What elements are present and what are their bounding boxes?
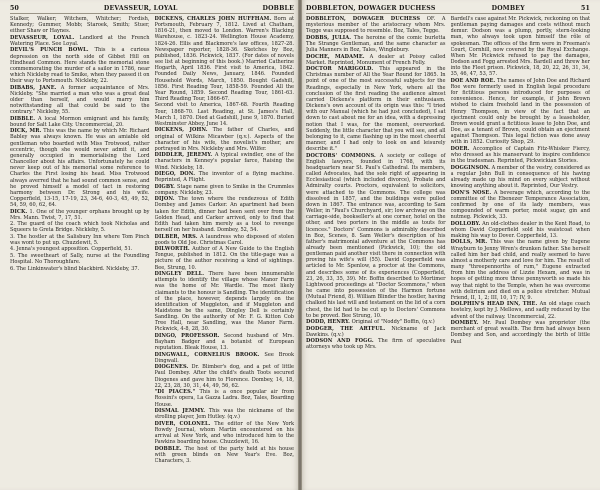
entry-headword: DIBABS, JANE. (10, 84, 57, 91)
entry-headword: DIEGO, DON. (154, 171, 196, 178)
entry-text: The firm of speculative attorneys who took up Mrs. (306, 338, 446, 351)
entry-headword: DICKENS, JOHN. (154, 127, 208, 134)
entry-headword: DISMAL JEMMY. (154, 408, 206, 414)
entry-headword: DOBBS, JULIA. (306, 34, 352, 41)
entry-text: Original of "Noddy" Boffin, (q.v.) (351, 319, 435, 326)
entry-headword: DINGLEY DELL. (154, 271, 205, 278)
entry (10, 85, 150, 116)
entry (155, 171, 295, 183)
entry (155, 196, 295, 233)
entry-text: This was the name given by Eugene Wrayburn to Jenny Wren's drunken father. She herself called him her bad child, and really seemed to have almost a motherly care and love for him. The result of many "threepennorths of rum," Eugene extracted from him the address of Lizzie Hexam, and was in hopes of getting more three pennyworth so made his way that night to the Temple, when he was overcome with delirium and died on a police stretcher. Mutual Friend, II, 1, 2; III, 10, 17; IV, 9. (450, 239, 590, 301)
entry (306, 326, 446, 338)
entry (155, 421, 295, 446)
entry-headword: DINGWALL, CORNELIUS BROOK. (154, 351, 260, 358)
column (10, 16, 150, 488)
entry-text: The heroine of the comic burletta The Strange Gentleman, and the same character as Julia Manners in Boz, Tales, Winglebury. (306, 34, 446, 54)
entry-text: This appeared in the Christmas number of All the Year Round for 1865. In point of one of the most successful subjects for the Readings, especially in New York, where all the conclusion of the first reading the audience almost carried Dickens's platform in their enthusiasm. Dickens's own account of its origin was this: "I tried with our Manual (which he had just concluded), I sat down to cast about me for an idea, with a depressing notion that I was, for the moment, overworked. Suddenly, the little character that you will see, and all belonging to it, came flashing up in the most cheerful manner, and I had only to look on and leisurely describe it." (306, 66, 446, 153)
entry-text: The inventor of a flying machine. Reprinted, A Flight. (154, 171, 294, 184)
header-left-term: DOBBLETON, DOWAGER DUCHESS (306, 5, 436, 12)
entry-text: Stage name given to Smike in the Crummles company. Nickleby, 23. (154, 183, 294, 196)
entry (306, 66, 446, 152)
entry (451, 165, 591, 190)
entry (306, 35, 446, 53)
entry-headword: DEVIL'S PUNCH BOWL. (10, 47, 89, 54)
entry-text: Second visit to America, 1867-68. Fourth Reading Tour, 1868-70. Last Reading, at St. James's Hall, March 1, 1870. Died at Gadshill, June 9, 1870. Buried Westminster Abbey, June 14. (154, 102, 294, 127)
entry (155, 16, 295, 102)
entry-text: A society or college of English lawyers, founded in 1768, with its headquarters near St. Paul's Cathedral. Its members, called Advocates, had the sole right of appearing in Ecclesiastical (which included divorce), Probate and Admiralty courts. Proctors, equivalent to solicitors, were attached to the Commons. The college was dissolved in 1857, and the buildings were pulled down in 1867. The entrance was, according to Sam Weller, in "Paul's Churchyard, sir; low archway on the carriage-side, bookseller's at one corner, hotel on the other, and two porters in the middle as touts for licences." Doctors' Commons is admirably described in Boz, Scenes, 8. Sam Weller's description of his father's matrimonial adventure at the Commons has already been mentioned (Pickwick, 10); the old gentleman paid another visit there in connection with proving his wife's will (55). David Copperfield was articled to Mr. Spenlow, a proctor at the Commons, and describes some of its experiences (Copperfield, 23, 26, 33, 35, 39). Mr. Boffin described to Mortimer Lightwood proceedings at "Doctor Scommons," when he came into possession of the Harmon fortune (Mutual Friend, 8). William Blinder the hostler, having chalked his last will and testament on the lid of a corn chest, the lid had to be cut up to Doctors' Commons to be proved. Bee Strung, 10. (306, 152, 446, 319)
entry-text: Nickname of Jack Dawkins. (q.v.) (306, 325, 446, 338)
entry-text: The editor of the New York Rowdy Journal, whom Martin encountered on his arrival at New York, and who introduced him to the Pawkins boarding house. Chuzzlewit, 16. (154, 420, 294, 446)
entry-headword: DOLLOBY. (450, 220, 481, 227)
entry-text: Author of A New Guide to the English Tongue, published in 1812. On the title-page was a picture of the author receiving a kind of sightings. Bee, Strung, 10. (154, 246, 294, 271)
entry (306, 54, 446, 66)
entry-text: The father of Charles, and original of Wilkins Micawber (q.v.). Aspects of the character of his wife, the novelist's mother, are portrayed in Mrs. Nickleby and Mrs. Wilfer. (154, 127, 294, 152)
column (306, 16, 446, 488)
entry (10, 253, 150, 265)
entry (451, 190, 591, 221)
entry-text: Bardell's case against Mr. Pickwick, reckoning on that gentleman paying damages and costs without much demur. Dodson was a plump, portly, stern-looking man, who always took upon himself the rôle of spokesman. The offices of the firm were in Freeman's Court, Cornhill, now covered by the Royal Exchange. When Mr. Pickwick refused to pay the damages, Dodson and Fogg arrested Mrs. Bardell and threw her into the Fleet prison. Pickwick, 18, 20, 22, 26, 31, 34, 35, 46, 47, 53, 57. (450, 16, 590, 78)
entry-text: Second husband of Mrs. Bayham Badger and a botanist of European reputation. Bleak House, 13. (154, 332, 294, 352)
entry-headword: DOMBEY. (450, 320, 479, 327)
entry (10, 266, 150, 272)
entry (10, 116, 150, 128)
entry-headword: DILWORTH. (154, 246, 190, 253)
entry-text: An old stage coach hostelry, kept by J. Mellows, and sadly reduced by the advent of the railway. Uncommercial, 22. (450, 301, 590, 320)
entry (451, 239, 591, 301)
entry-text: This is a once popular air from Rossini's opera, La Gazza Ladra. Boz, Tales, Boarding House. (154, 389, 294, 408)
entry-headword: DOER. (450, 145, 470, 152)
entry-headword: DIGBY. (154, 183, 176, 190)
entry-headword: DODD, HENRY. (306, 319, 351, 326)
entry (306, 16, 446, 34)
entry (451, 301, 591, 319)
entry-text: Mr. Paul Dombey was proprietor (the merchant of great wealth. The firm had always been Dombey and Son, and accordingly the birth of little Paul (450, 320, 590, 345)
entry-text: 4. Jenna's youngest apposition. Copperfield, 51. (10, 246, 133, 253)
entry-headword: DIDDLER, JEREMY. (154, 152, 213, 159)
entry-text: 2. The guard of the coach which took Nicholas and Squeers to Greta Bridge. Nickleby, 5. (10, 221, 150, 234)
entry-headword: DODGER, THE ARTFUL. (306, 325, 386, 332)
entry-text: See Brook Dingwall. (154, 351, 294, 364)
entry-text: A former acquaintance of Mrs. Nickleby. "She married a man who was a great deal older than herself, and would marry him notwithstanding all that could be said to the contrary." Nickleby, 55. (10, 84, 150, 116)
page-number: 50 (10, 5, 20, 12)
column (155, 16, 295, 488)
entry-headword: DIOGENES. (154, 364, 189, 371)
entry-text: Born at Portsmouth, February 7, 1812. Lived at Chatham, 1816-21, then moved to London. Warren's Blacking Warehouse, c. 1823-24. Wellington House Academy, 1824-26. Ellis and Blackmore's law offices, 1827-28. Newspaper reporter, 1828-36. Sketches by Boz, published, 1836. Pickwick, 1837. (For dates of novels see list at beginning of this book.) Married Catherine Hogarth, April 1836. First visit to America, 1842. Founded Daily News, January, 1846. Founded Household Words, March, 1850. Bought Gadshill, 1856. First Reading Tour, 1858-59. Founded All the Year Round, 1859. Second Reading Tour, 1861-63. Third Reading Tour, 1866-67. (154, 16, 294, 103)
entry-headword: DON'S NOSE. (450, 189, 492, 196)
entry-text: A local Mormon emigrant and his family, bound for Salt Lake City. Uncommercial, 20. (10, 115, 150, 128)
entry (155, 333, 295, 351)
text-columns (306, 16, 590, 488)
entry-text: A dealer at Poissy called Market. Reprinted, Monument of French Folly. (306, 53, 446, 66)
entry-headword: DOGGINSON. (450, 164, 490, 171)
right-page (300, 0, 600, 490)
entry (155, 102, 295, 127)
entry-text: There have been innumerable attempts to identify the village whose Manor Farm was the home of Mr. Wardle. The most likely claimants to the honour is Sandling. The identification of the place, however, depends largely on the identification of Muggleton, and if Muggleton and Maidstone be the same, Dingley Dell is certainly Sandling. On the authority of Mr. F. G. Kitton Cob Tree Hall, near Sandling, was the Manor Farm. Pickwick, 4-8, 28, 30. (154, 271, 294, 333)
entry (10, 128, 150, 208)
entry-text: A member of the vestry, considered as a regular John Bull in consequence of his having already made up his mind on every subject without knowing anything about it. Reprinted, Our Vestry. (450, 164, 590, 190)
entry (306, 153, 446, 319)
entry (451, 146, 591, 164)
entry (155, 246, 295, 271)
entry (155, 364, 295, 389)
text-columns (10, 16, 294, 488)
entry (155, 389, 295, 407)
entry-text: The names of John Doe and Richard Roe were formerly used in English legal procedure for fictitious persons introduced for purposes of convenience. Hence, for example, if John Brown wished to claim freehold land in the possession of Henry Thompson, in view of the fact that an ejectment could only be brought by a leaseholder, Brown would grant a fictitious lease to John Doe, and Doe, as a tenant of Brown, could obtain an ejectment against Thompson. This legal fiction was done away with in 1852. Curiosity Shop, 29. (450, 77, 590, 146)
column (451, 16, 591, 488)
entry-text: 6. The Linkinwater's blind blackbird. Nickleby, 37. (10, 265, 140, 272)
entry (306, 319, 446, 325)
entry-text: This is a curious depression on the north side of Gibbet Hill on Hindhead Common. Here stands the memorial stone commemorating the murder of a sailor in 1786, near which Nickleby read to Smike, when they passed it on their way to Portsmouth. Nickleby, 22. (10, 47, 150, 85)
entry (10, 246, 150, 252)
entry (451, 320, 591, 345)
entry-headword: DOCTORS' COMMONS. (306, 152, 376, 159)
entry-text: A typical swindler, one of the characters in Kenney's popular farce, Raising the Wind. Nickleby, 18. (154, 152, 294, 171)
book-gutter (298, 0, 302, 490)
running-header (306, 4, 590, 14)
entry-text: OF. A mysterious member of the aristocracy whom Mrs. Tegge was supposed to resemble. Boz, Tales, Tegge. (306, 16, 446, 35)
entry-headword: DODSON AND FOGG. (306, 338, 374, 345)
entry-headword: DOLLS, MR. (450, 239, 488, 246)
running-header (10, 4, 294, 14)
entry-text: 5. The sweetheart of Sally, nurse at the Foundling Hospital. No Thoroughfare. (10, 252, 150, 266)
entry-headword: DOCTOR MARIGOLD. (306, 66, 374, 73)
entry-text: The town where the rendezvous of Edith Dombey and James Carker. An apartment had been taken for Edith, dinner had been sent over from the Golden Head, and Carker arrived, only to find that Edith had taken him merely as a tool to revenge herself on her husband. Dombey, 52, 54. (154, 196, 294, 234)
header-right-term: DOMBEY (491, 5, 525, 12)
entry-text: An old-clothes dealer in the Kent Road, to whom David Copperfield sold his waistcoat when making his way to Dover. Copperfield, 13. (450, 220, 590, 239)
entry (155, 271, 295, 333)
entry (155, 127, 295, 152)
entry (155, 446, 295, 464)
entry-headword: "DI PIACES." (154, 389, 196, 396)
entry-headword: DOBBLETON, DOWAGER DUCHESS (306, 16, 421, 22)
entry-text: 1. One of the younger orphans brought up by Mrs. Mann. Twist, 7, 17, 51. (10, 208, 150, 221)
entry-text: This was the name by which Mr. Richard Babley was always known. He was an amiable old gentleman who boarded with Miss Trotwood, rather eccentric, though she would never admit it, and generally occupied in memorialising the Lord Chancellor about his affairs. Unfortunately he could never keep out of his memorial some reference to Charles the First losing his head. Miss Trotwood always averred that he had sound common sense, and he proved himself a model of tact in restoring harmony between Dr. Strong and his wife. Copperfield, 13-15, 17-19, 23, 34-6, 40-3, 45, 49, 52, 54, 59, 60, 62, 64. (10, 128, 150, 209)
header-right-term: DOBBLE (262, 5, 294, 12)
entry (10, 234, 150, 246)
entry-headword: DICK, MR. (10, 128, 42, 135)
entry (155, 352, 295, 364)
entry-headword: DOE AND ROE. (450, 77, 496, 84)
entry (10, 209, 150, 221)
entry (155, 184, 295, 196)
entry (10, 221, 150, 233)
entry-text: Stalker, Walker; Witchem, Whitcher; Fordish, Kennedy; Gummer, Mobb; Staroek, Smith; Stuer, either Shaw or Haynes. (10, 16, 150, 35)
entry-text: 3. The hostler at the Salisbury Inn where Tom Pinch was wont to put up. Chuzzlewit, 5. (10, 233, 150, 246)
entry-text: Dr. Blimber's dog, and a pet of little Paul Dombey. After the child's death Toots secured Diogenes and gave him to Florence. Dombey, 14, 18, 22, 23, 28, 30, 31, 44, 49, 56, 62. (154, 364, 294, 389)
entry-headword: DOBBLE. (154, 445, 182, 452)
page-number: 51 (580, 5, 590, 12)
entry (451, 78, 591, 146)
entry-headword: DICKENS, CHARLES JOHN HUFFHAM. (154, 16, 272, 22)
entry (10, 47, 150, 84)
entry-text: A beverage which, according to the committee of the Ebenezer Temperance Association, confirmed by one of its lady members, was compounded of warm porter, moist sugar, gin and nutmeg. Pickwick, 33. (450, 189, 590, 221)
entry (306, 338, 446, 350)
entry (451, 16, 591, 78)
entry-headword: DINGO, PROFESSOR. (154, 332, 220, 339)
entry-text: This was the nickname of the strolling player, Jem Hutley. (q.v.) (154, 408, 294, 421)
entry-headword: DIBBLE. (10, 115, 36, 122)
entry (155, 152, 295, 170)
entry-headword: DOLPHIN'S HEAD INN, THE. (450, 301, 538, 308)
entry-text: The host of the party held at his house with green blinds on New Year's Eve. Boz, Characters, 3. (154, 445, 294, 464)
entry-text: A laundress who disposed of stolen goods to Old Joe. Christmas Carol. (154, 233, 294, 246)
entry-text: Landlord at the French Watering Place. See Loyal. (10, 34, 150, 47)
entry-text: Accomplice of Captain Fitz-Whisker Fiercy, who dressed as his manservant to inspire confidence in the tradesman. Reprinted, Pickwickian Stories. (450, 145, 590, 165)
header-left-term: DEVASSEUR, LOYAL (103, 5, 178, 12)
entry (451, 221, 591, 239)
entry-headword: DOCHE, MADAME. (306, 53, 365, 60)
entry-headword: DIVER, COLONEL. (154, 420, 211, 427)
entry (10, 16, 150, 34)
entry-headword: DIJON. (154, 196, 175, 203)
entry (155, 408, 295, 420)
entry (155, 234, 295, 246)
entry-headword: DEVASSEUR, LOYAL. (10, 34, 75, 41)
entry (10, 35, 150, 47)
entry-headword: DILBER, MRS. (154, 233, 198, 240)
entry-headword: DICK. (10, 208, 28, 215)
